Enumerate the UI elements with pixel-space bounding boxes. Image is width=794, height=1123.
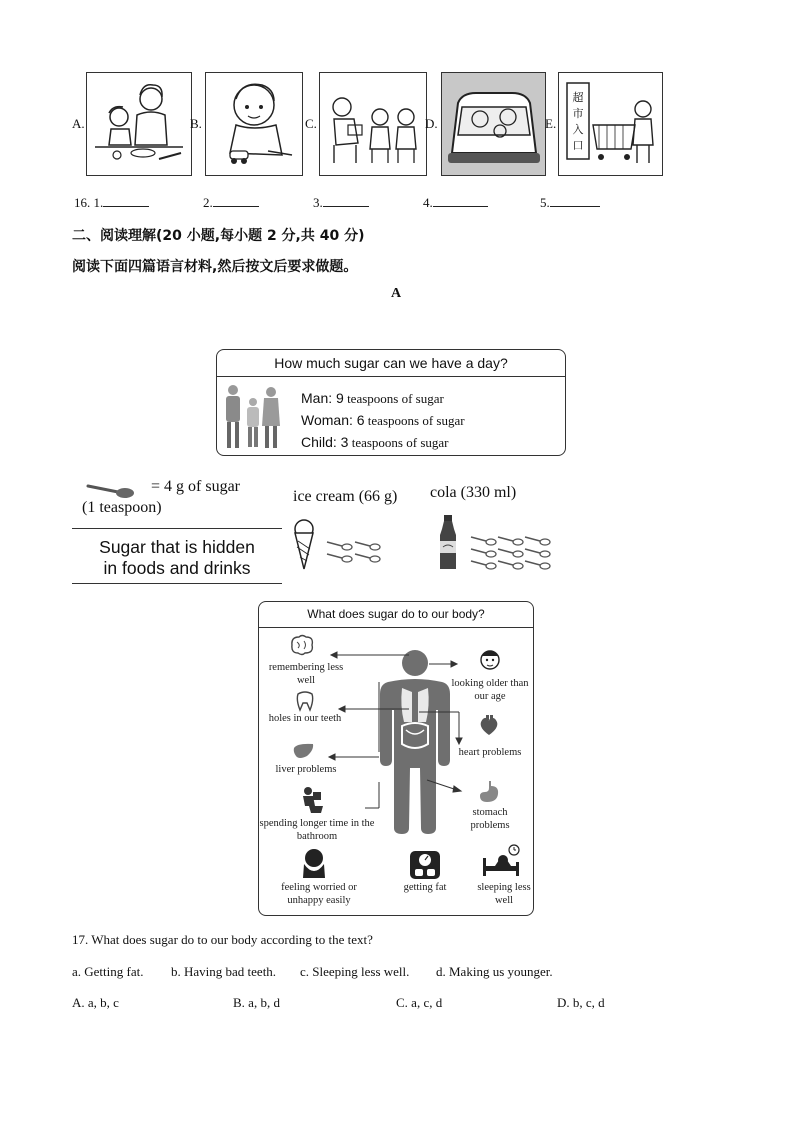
ice-cream-spoons <box>326 538 384 568</box>
sign-char-3: 入 <box>572 123 584 136</box>
picture-e-supermarket <box>558 72 663 176</box>
small-spoon-icon <box>327 542 352 550</box>
hidden-title-rule-top <box>72 528 282 529</box>
weighing-scale-icon <box>409 850 441 880</box>
supermarket-cart-icon <box>559 73 662 175</box>
section-heading: 二、阅读理解(20 小题,每小题 2 分,共 40 分) <box>72 228 365 244</box>
small-spoon-icon <box>525 537 550 545</box>
sign-char-2: 市 <box>572 107 584 120</box>
effect-older: looking older than our age <box>451 678 529 702</box>
small-spoon-icon <box>525 549 550 557</box>
small-spoon-icon <box>327 554 352 562</box>
old-face-icon <box>479 648 501 672</box>
sugar-row-man-who: Man: 9 <box>301 390 344 406</box>
effect-teeth: holes in our teeth <box>268 713 342 724</box>
sugar-row-child-who: Child: 3 <box>301 434 349 450</box>
blank-2-label: 2. <box>203 195 213 210</box>
stomach-icon <box>477 780 501 804</box>
picture-a-letter: A. <box>72 116 85 131</box>
effect-bathroom: spending longer time in the bathroom <box>259 818 375 842</box>
effect-liver: liver problems <box>275 764 337 775</box>
sugar-row-woman <box>301 410 465 432</box>
blank-3-label: 3. <box>313 195 323 210</box>
option-a[interactable]: A. a, b, c <box>72 995 119 1010</box>
hidden-title-rule-bottom <box>72 583 282 584</box>
toilet-icon <box>299 786 327 814</box>
hidden-title-line1: Sugar that is hidden <box>99 537 255 557</box>
sugar-row-man-unit: teaspoons of sugar <box>343 391 444 406</box>
effect-remembering: remembering less well <box>268 662 344 686</box>
picture-c-grandpa <box>319 72 427 176</box>
effect-heart: heart problems <box>458 747 522 758</box>
statement-b: b. Having bad teeth. <box>171 964 277 979</box>
effect-worried: feeling worried or unhappy easily <box>281 882 357 906</box>
teaspoon-equals: = 4 g of sugar <box>151 478 241 495</box>
sign-char-4: 口 <box>572 139 584 152</box>
family-figures-icon <box>221 382 283 452</box>
picture-e-letter: E. <box>545 116 557 131</box>
tooth-icon <box>295 690 315 712</box>
question-17-stem: 17. What does sugar do to our body according to the text? <box>72 932 373 947</box>
picture-d-car <box>441 72 546 176</box>
statement-a: a. Getting fat. <box>72 964 144 979</box>
hidden-sugar-title <box>72 537 282 579</box>
teaspoon-note: (1 teaspoon) <box>82 499 162 516</box>
worried-person-icon <box>301 848 327 878</box>
sugar-per-day-box <box>216 349 566 456</box>
picture-d-letter: D. <box>425 116 438 131</box>
blank-5-label: 5. <box>540 195 550 210</box>
option-d[interactable]: D. b, c, d <box>557 995 605 1010</box>
mother-child-cooking-icon <box>87 73 191 175</box>
ice-cream-icon <box>292 519 316 571</box>
sleepless-bed-icon <box>481 844 523 878</box>
cola-bottle-icon <box>437 515 459 571</box>
sugar-row-child-unit: teaspoons of sugar <box>348 435 449 450</box>
sugar-per-day-title: How much sugar can we have a day? <box>217 350 565 377</box>
section-instruction: 阅读下面四篇语言材料,然后按文后要求做题。 <box>72 259 358 275</box>
statement-d: d. Making us younger. <box>436 964 553 979</box>
small-spoon-icon <box>471 549 496 557</box>
small-spoon-icon <box>355 554 380 562</box>
blank-2[interactable] <box>203 194 259 211</box>
small-spoon-icon <box>498 537 523 545</box>
small-spoon-icon <box>355 542 380 550</box>
sugar-body-title: What does sugar do to our body? <box>259 602 533 628</box>
ice-cream-label: ice cream (66 g) <box>293 488 398 505</box>
blank-1[interactable] <box>74 194 149 211</box>
effect-sleeping: sleeping less well <box>477 882 531 906</box>
cola-spoons <box>470 533 552 573</box>
sugar-row-child <box>301 432 465 454</box>
statement-c: c. Sleeping less well. <box>300 964 410 979</box>
picture-b-toy-car <box>205 72 303 176</box>
picture-c-letter: C. <box>305 116 317 131</box>
hidden-title-line2: in foods and drinks <box>103 558 251 578</box>
liver-icon <box>293 742 315 760</box>
effect-stomach: stomach problems <box>470 807 510 831</box>
brain-icon <box>289 634 315 656</box>
passage-letter: A <box>391 286 402 301</box>
small-spoon-icon <box>471 561 496 569</box>
blank-4[interactable] <box>423 194 488 211</box>
picture-b-letter: B. <box>190 116 202 131</box>
small-spoon-icon <box>498 561 523 569</box>
sugar-row-woman-unit: teaspoons of sugar <box>364 413 465 428</box>
small-spoon-icon <box>525 561 550 569</box>
option-c[interactable]: C. a, c, d <box>396 995 443 1010</box>
family-in-car-icon <box>442 73 545 175</box>
sign-char-1: 超 <box>572 91 584 104</box>
sugar-row-woman-who: Woman: 6 <box>301 412 365 428</box>
sugar-row-man <box>301 388 465 410</box>
blank-1-label: 16. 1. <box>74 195 104 210</box>
cola-label: cola (330 ml) <box>430 484 517 501</box>
grandpa-reading-children-icon <box>320 73 426 175</box>
sugar-body-box <box>258 601 534 916</box>
option-b[interactable]: B. a, b, d <box>233 995 280 1010</box>
blank-3[interactable] <box>313 194 369 211</box>
picture-a-cooking <box>86 72 192 176</box>
blank-5[interactable] <box>540 194 600 211</box>
effect-fat: getting fat <box>403 882 447 893</box>
boy-toy-car-icon <box>206 73 302 175</box>
small-spoon-icon <box>471 537 496 545</box>
blank-4-label: 4. <box>423 195 433 210</box>
sugar-per-day-list <box>301 388 465 454</box>
heart-icon <box>479 715 499 737</box>
small-spoon-icon <box>498 549 523 557</box>
